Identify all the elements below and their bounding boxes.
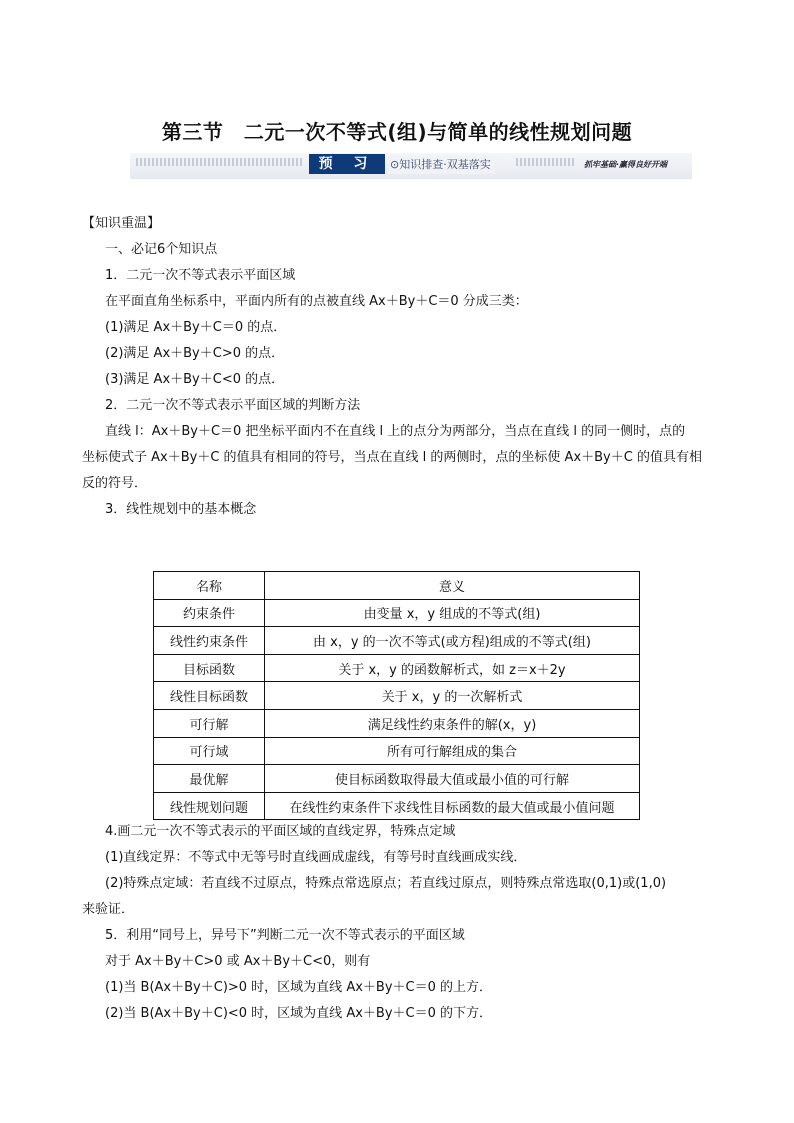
table-row — [154, 765, 640, 793]
point-1-item: (2)满足 Ax＋By＋C>0 的点． — [105, 346, 285, 361]
point-2-line: 直线 l：Ax＋By＋C＝0 把坐标平面内不在直线 l 上的点分为两部分，当点在直线 l 的同一侧时，点的 — [105, 424, 686, 439]
table-header-cell: 意义 — [265, 572, 640, 600]
knowledge-section — [82, 211, 722, 523]
table-cell-meaning: 所有可行解组成的集合 — [265, 737, 640, 765]
table-header-row — [154, 572, 640, 600]
point-5-intro: 对于 Ax＋By＋C>0 或 Ax＋By＋C<0，则有 — [105, 954, 371, 969]
point-1-intro: 在平面直角坐标系中，平面内所有的点被直线 Ax＋By＋C＝0 分成三类： — [105, 294, 528, 309]
table-cell-meaning: 使目标函数取得最大值或最小值的可行解 — [265, 765, 640, 793]
banner-subtitle: ⊙知识排查·双基落实 — [388, 156, 495, 174]
point-3-title: 3．线性规划中的基本概念 — [105, 502, 257, 517]
table-cell-meaning: 满足线性约束条件的解(x，y) — [265, 709, 640, 737]
table-header-cell: 名称 — [154, 572, 265, 600]
point-1-item: (1)满足 Ax＋By＋C＝0 的点． — [105, 320, 287, 335]
point-5-item: (1)当 B(Ax＋By＋C)>0 时，区域为直线 Ax＋By＋C＝0 的上方． — [105, 980, 492, 995]
point-2-line: 坐标使式子 Ax＋By＋C 的值具有相同的符号，当点在直线 l 的两侧时，点的坐标使 Ax＋By＋C 的值具有相 — [82, 450, 702, 465]
page-title: 第三节 二元一次不等式(组)与简单的线性规划问题 — [161, 120, 633, 144]
table-cell-name: 线性规划问题 — [154, 792, 265, 820]
table-row — [154, 737, 640, 765]
table-cell-name: 线性目标函数 — [154, 682, 265, 710]
table-row — [154, 627, 640, 655]
table-cell-name: 线性约束条件 — [154, 627, 265, 655]
point-4-item-cont: 来验证． — [82, 902, 135, 917]
point-1-item: (3)满足 Ax＋By＋C<0 的点． — [105, 372, 285, 387]
point-1-title: 1．二元一次不等式表示平面区域 — [105, 268, 296, 283]
banner-dotted-rule-right — [516, 158, 576, 166]
table-row — [154, 709, 640, 737]
point-2-title: 2．二元一次不等式表示平面区域的判断方法 — [105, 398, 361, 413]
table-cell-name: 可行域 — [154, 737, 265, 765]
table-cell-name: 最优解 — [154, 765, 265, 793]
table-cell-meaning: 关于 x，y 的函数解析式，如 z＝x＋2y — [265, 654, 640, 682]
concepts-table — [153, 571, 640, 820]
banner-right-text: 抓牢基础·赢得良好开端 — [584, 160, 668, 169]
point-2-line: 反的符号． — [82, 476, 148, 491]
point-5-title: 5．利用“同号上，异号下”判断二元一次不等式表示的平面区域 — [105, 928, 465, 943]
knowledge-section-continued — [82, 819, 722, 1027]
section-heading: 【知识重温】 — [82, 216, 161, 231]
table-cell-meaning: 由 x，y 的一次不等式(或方程)组成的不等式(组) — [265, 627, 640, 655]
table-cell-meaning: 关于 x，y 的一次解析式 — [265, 682, 640, 710]
part-title: 一、必记6个知识点 — [105, 242, 218, 257]
point-4-title: 4.画二元一次不等式表示的平面区域的直线定界，特殊点定域 — [105, 824, 456, 839]
point-4-item: (1)直线定界：不等式中无等号时直线画成虚线，有等号时直线画成实线． — [105, 850, 527, 865]
point-5-item: (2)当 B(Ax＋By＋C)<0 时，区域为直线 Ax＋By＋C＝0 的下方． — [105, 1006, 492, 1021]
table-row — [154, 682, 640, 710]
table-cell-meaning: 由变量 x，y 组成的不等式(组) — [265, 599, 640, 627]
table-row — [154, 792, 640, 820]
table-cell-name: 可行解 — [154, 709, 265, 737]
banner-tag: 预 习 — [309, 154, 385, 174]
point-4-item: (2)特殊点定域：若直线不过原点，特殊点常选原点；若直线过原点，则特殊点常选取(0,1)或(1,0) — [105, 876, 667, 891]
table-row — [154, 654, 640, 682]
banner-dotted-rule-left — [136, 158, 304, 166]
table-cell-name: 约束条件 — [154, 599, 265, 627]
table-cell-meaning: 在线性约束条件下求线性目标函数的最大值或最小值问题 — [265, 792, 640, 820]
table-cell-name: 目标函数 — [154, 654, 265, 682]
table-row — [154, 599, 640, 627]
